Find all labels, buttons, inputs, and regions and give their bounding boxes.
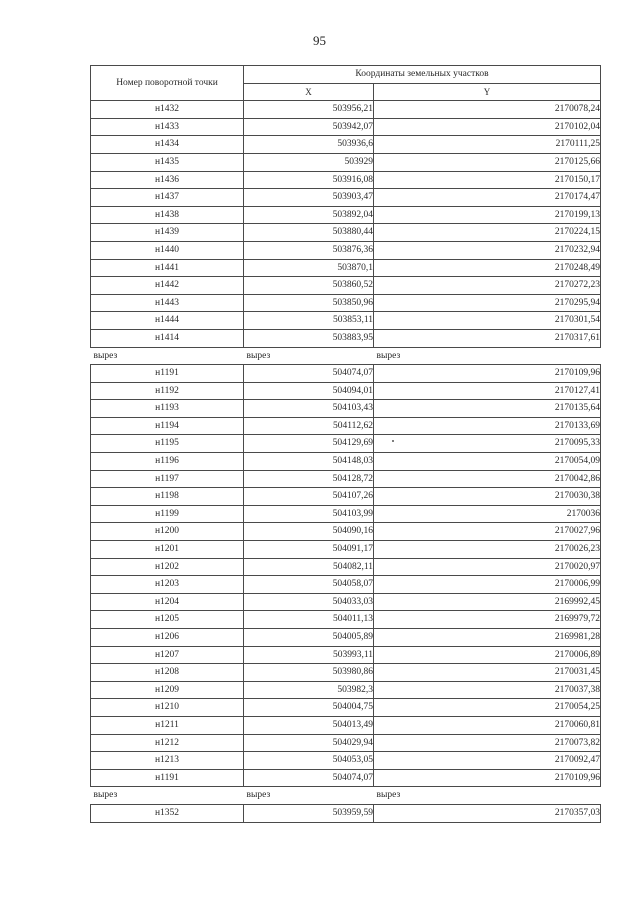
x-coordinate-cell: 504029,94 <box>244 734 374 752</box>
y-coordinate-cell: 2170006,89 <box>374 646 601 664</box>
cut-label: вырез <box>91 787 244 805</box>
y-coordinate-cell: 2170073,82 <box>374 734 601 752</box>
table-row <box>91 488 601 506</box>
point-number-cell: н1201 <box>91 541 244 559</box>
header-point-number: Номер поворотной точки <box>91 66 244 101</box>
table-row <box>91 189 601 207</box>
table-body <box>91 101 601 822</box>
point-number-cell: н1414 <box>91 329 244 347</box>
x-coordinate-cell: 504091,17 <box>244 541 374 559</box>
x-coordinate-cell: 503853,11 <box>244 312 374 330</box>
x-coordinate-cell: 503980,86 <box>244 664 374 682</box>
header-coordinates: Координаты земельных участков <box>244 66 601 84</box>
x-coordinate-cell: 504103,99 <box>244 505 374 523</box>
table-row <box>91 804 601 822</box>
cut-row <box>91 787 601 805</box>
point-number-cell: н1208 <box>91 664 244 682</box>
y-coordinate-cell: 2170199,13 <box>374 206 601 224</box>
point-number-cell: н1203 <box>91 576 244 594</box>
cut-label: вырез <box>91 347 244 365</box>
y-coordinate-cell: 2170030,38 <box>374 488 601 506</box>
point-number-cell: н1194 <box>91 417 244 435</box>
x-coordinate-cell: 504129,69 <box>244 435 374 453</box>
table-row <box>91 752 601 770</box>
table-row <box>91 365 601 383</box>
cut-row <box>91 347 601 365</box>
x-coordinate-cell: 503942,07 <box>244 118 374 136</box>
point-number-cell: н1209 <box>91 681 244 699</box>
table-row <box>91 101 601 119</box>
table-row <box>91 294 601 312</box>
y-coordinate-cell: 2170060,81 <box>374 716 601 734</box>
x-coordinate-cell: 504094,01 <box>244 382 374 400</box>
y-coordinate-cell: 2170109,96 <box>374 365 601 383</box>
x-coordinate-cell: 504074,07 <box>244 769 374 787</box>
x-coordinate-cell: 503916,08 <box>244 171 374 189</box>
y-coordinate-cell: 2170133,69 <box>374 417 601 435</box>
point-number-cell: н1197 <box>91 470 244 488</box>
y-coordinate-cell: 2170125,66 <box>374 153 601 171</box>
x-coordinate-cell: 504004,75 <box>244 699 374 717</box>
y-coordinate-cell: 2170078,24 <box>374 101 601 119</box>
point-number-cell: н1435 <box>91 153 244 171</box>
cut-label: вырез <box>244 787 374 805</box>
y-coordinate-cell: 2170295,94 <box>374 294 601 312</box>
x-coordinate-cell: 503850,96 <box>244 294 374 312</box>
table-row <box>91 329 601 347</box>
point-number-cell: н1433 <box>91 118 244 136</box>
point-number-cell: н1195 <box>91 435 244 453</box>
table-row <box>91 716 601 734</box>
table-row <box>91 171 601 189</box>
y-coordinate-cell: 2170037,38 <box>374 681 601 699</box>
point-number-cell: н1434 <box>91 136 244 154</box>
table-row <box>91 505 601 523</box>
y-coordinate-cell: 2170248,49 <box>374 259 601 277</box>
y-coordinate-cell: 2169979,72 <box>374 611 601 629</box>
table-row <box>91 558 601 576</box>
cut-label: вырез <box>374 787 601 805</box>
y-coordinate-cell: 2169992,45 <box>374 593 601 611</box>
x-coordinate-cell: 504074,07 <box>244 365 374 383</box>
x-coordinate-cell: 504033,03 <box>244 593 374 611</box>
y-coordinate-cell: 2170127,41 <box>374 382 601 400</box>
x-coordinate-cell: 503982,3 <box>244 681 374 699</box>
x-coordinate-cell: 504103,43 <box>244 400 374 418</box>
point-number-cell: н1441 <box>91 259 244 277</box>
scan-speck <box>392 440 394 442</box>
coordinates-table <box>90 65 601 823</box>
point-number-cell: н1191 <box>91 365 244 383</box>
x-coordinate-cell: 503860,52 <box>244 277 374 295</box>
x-coordinate-cell: 504148,03 <box>244 453 374 471</box>
y-coordinate-cell: 2170357,03 <box>374 804 601 822</box>
table-row <box>91 541 601 559</box>
y-coordinate-cell: 2169981,28 <box>374 629 601 647</box>
point-number-cell: н1437 <box>91 189 244 207</box>
point-number-cell: н1200 <box>91 523 244 541</box>
y-coordinate-cell: 2170301,54 <box>374 312 601 330</box>
table-row <box>91 435 601 453</box>
table-row <box>91 629 601 647</box>
x-coordinate-cell: 504058,07 <box>244 576 374 594</box>
y-coordinate-cell: 2170006,99 <box>374 576 601 594</box>
point-number-cell: н1352 <box>91 804 244 822</box>
point-number-cell: н1438 <box>91 206 244 224</box>
y-coordinate-cell: 2170092,47 <box>374 752 601 770</box>
point-number-cell: н1207 <box>91 646 244 664</box>
x-coordinate-cell: 503959,59 <box>244 804 374 822</box>
table-row <box>91 699 601 717</box>
point-number-cell: н1206 <box>91 629 244 647</box>
point-number-cell: н1210 <box>91 699 244 717</box>
x-coordinate-cell: 504053,05 <box>244 752 374 770</box>
point-number-cell: н1211 <box>91 716 244 734</box>
y-coordinate-cell: 2170150,17 <box>374 171 601 189</box>
point-number-cell: н1199 <box>91 505 244 523</box>
table-row <box>91 453 601 471</box>
y-coordinate-cell: 2170102,04 <box>374 118 601 136</box>
table-row <box>91 611 601 629</box>
header-x: X <box>244 83 374 101</box>
table-row <box>91 400 601 418</box>
table-row <box>91 681 601 699</box>
table-row <box>91 206 601 224</box>
y-coordinate-cell: 2170224,15 <box>374 224 601 242</box>
x-coordinate-cell: 503876,36 <box>244 241 374 259</box>
y-coordinate-cell: 2170272,23 <box>374 277 601 295</box>
point-number-cell: н1202 <box>91 558 244 576</box>
point-number-cell: н1444 <box>91 312 244 330</box>
table-row <box>91 118 601 136</box>
y-coordinate-cell: 2170020,97 <box>374 558 601 576</box>
y-coordinate-cell: 2170036 <box>374 505 601 523</box>
x-coordinate-cell: 503883,95 <box>244 329 374 347</box>
table-header <box>91 66 601 101</box>
y-coordinate-cell: 2170027,96 <box>374 523 601 541</box>
point-number-cell: н1198 <box>91 488 244 506</box>
table-row <box>91 734 601 752</box>
y-coordinate-cell: 2170026,23 <box>374 541 601 559</box>
point-number-cell: н1432 <box>91 101 244 119</box>
point-number-cell: н1204 <box>91 593 244 611</box>
x-coordinate-cell: 504107,26 <box>244 488 374 506</box>
table-row <box>91 136 601 154</box>
y-coordinate-cell: 2170111,25 <box>374 136 601 154</box>
x-coordinate-cell: 503903,47 <box>244 189 374 207</box>
x-coordinate-cell: 503880,44 <box>244 224 374 242</box>
table-row <box>91 593 601 611</box>
y-coordinate-cell: 2170232,94 <box>374 241 601 259</box>
table-row <box>91 259 601 277</box>
x-coordinate-cell: 504128,72 <box>244 470 374 488</box>
point-number-cell: н1436 <box>91 171 244 189</box>
x-coordinate-cell: 504011,13 <box>244 611 374 629</box>
point-number-cell: н1443 <box>91 294 244 312</box>
y-coordinate-cell: 2170054,25 <box>374 699 601 717</box>
y-coordinate-cell: 2170031,45 <box>374 664 601 682</box>
x-coordinate-cell: 504013,49 <box>244 716 374 734</box>
y-coordinate-cell: 2170174,47 <box>374 189 601 207</box>
point-number-cell: н1442 <box>91 277 244 295</box>
header-y: Y <box>374 83 601 101</box>
page-number: 95 <box>313 33 326 48</box>
table-row <box>91 470 601 488</box>
table-row <box>91 523 601 541</box>
x-coordinate-cell: 503892,04 <box>244 206 374 224</box>
x-coordinate-cell: 504082,11 <box>244 558 374 576</box>
point-number-cell: н1192 <box>91 382 244 400</box>
table-row <box>91 312 601 330</box>
x-coordinate-cell: 504090,16 <box>244 523 374 541</box>
table-row <box>91 646 601 664</box>
table-row <box>91 417 601 435</box>
table-row <box>91 224 601 242</box>
cut-label: вырез <box>374 347 601 365</box>
point-number-cell: н1212 <box>91 734 244 752</box>
y-coordinate-cell: 2170095,33 <box>374 435 601 453</box>
table-row <box>91 576 601 594</box>
table-row <box>91 241 601 259</box>
x-coordinate-cell: 503870,1 <box>244 259 374 277</box>
table-row <box>91 153 601 171</box>
table-row <box>91 277 601 295</box>
x-coordinate-cell: 503929 <box>244 153 374 171</box>
x-coordinate-cell: 503936,6 <box>244 136 374 154</box>
point-number-cell: н1205 <box>91 611 244 629</box>
point-number-cell: н1196 <box>91 453 244 471</box>
point-number-cell: н1191 <box>91 769 244 787</box>
table-row <box>91 382 601 400</box>
x-coordinate-cell: 503993,11 <box>244 646 374 664</box>
x-coordinate-cell: 503956,21 <box>244 101 374 119</box>
y-coordinate-cell: 2170054,09 <box>374 453 601 471</box>
y-coordinate-cell: 2170317,61 <box>374 329 601 347</box>
x-coordinate-cell: 504112,62 <box>244 417 374 435</box>
point-number-cell: н1440 <box>91 241 244 259</box>
cut-label: вырез <box>244 347 374 365</box>
point-number-cell: н1213 <box>91 752 244 770</box>
point-number-cell: н1439 <box>91 224 244 242</box>
y-coordinate-cell: 2170109,96 <box>374 769 601 787</box>
y-coordinate-cell: 2170042,86 <box>374 470 601 488</box>
table-row <box>91 769 601 787</box>
table-row <box>91 664 601 682</box>
point-number-cell: н1193 <box>91 400 244 418</box>
x-coordinate-cell: 504005,89 <box>244 629 374 647</box>
y-coordinate-cell: 2170135,64 <box>374 400 601 418</box>
